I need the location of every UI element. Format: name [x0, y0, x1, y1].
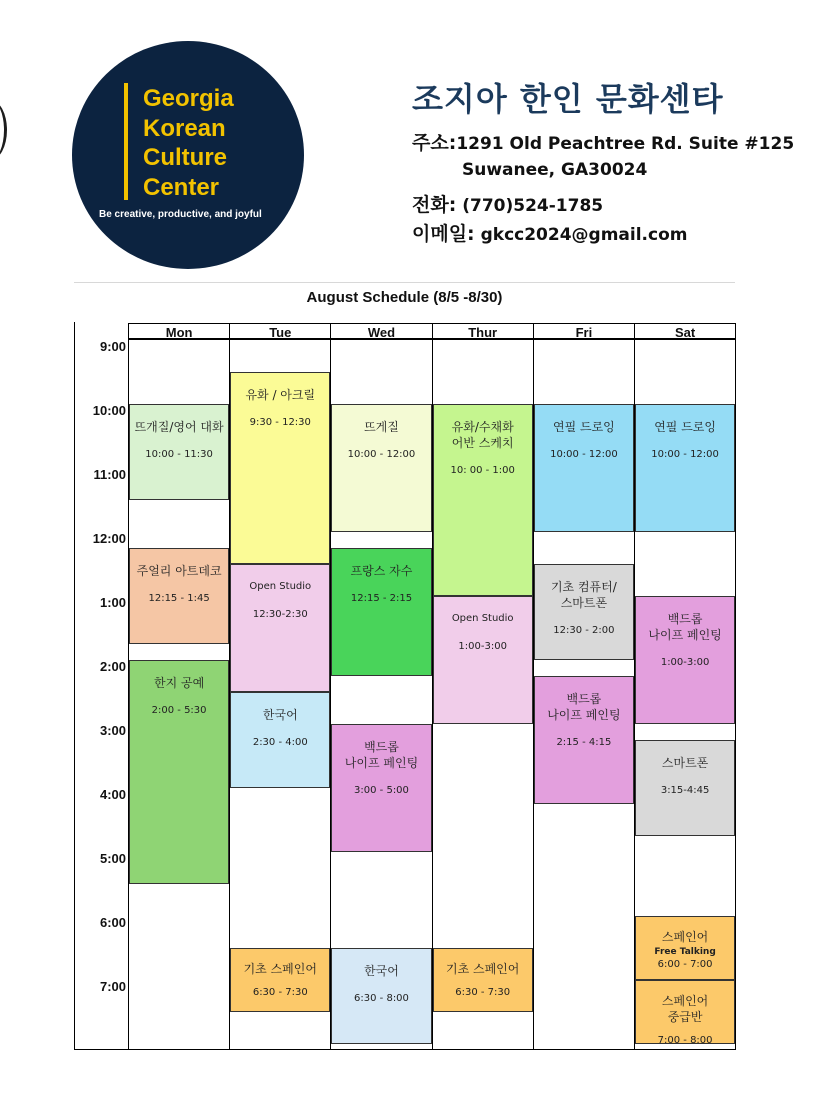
class-time: 10:00 - 12:00	[651, 449, 719, 460]
class-block[interactable]	[635, 980, 735, 1044]
class-block[interactable]	[230, 692, 330, 788]
class-time: 9:30 - 12:30	[249, 417, 311, 428]
decorative-arc	[0, 100, 7, 160]
class-time: 6:00 - 7:00	[657, 959, 713, 970]
class-name: 기초 스페인어	[446, 962, 520, 976]
class-block[interactable]	[635, 916, 735, 980]
address-line	[412, 128, 794, 155]
class-name: 한국어	[364, 964, 399, 978]
class-block[interactable]	[331, 948, 431, 1044]
class-time: 7:00 - 8:00	[657, 1035, 713, 1046]
email-line	[412, 219, 687, 246]
class-time: 12:30-2:30	[252, 609, 308, 620]
class-name: 유화/수채화 어반 스케치	[451, 420, 514, 450]
class-name: 연필 드로잉	[553, 420, 615, 434]
class-block[interactable]	[230, 564, 330, 692]
class-block[interactable]	[534, 676, 634, 804]
time-label: 2:00	[99, 659, 126, 674]
class-time: 12:15 - 2:15	[350, 593, 413, 604]
class-subtitle: Free Talking	[654, 947, 716, 957]
address-line2: Suwanee, GA30024	[462, 160, 648, 180]
logo-name: Georgia Korean Culture Center	[143, 85, 234, 201]
class-block[interactable]	[331, 548, 431, 676]
class-time: 2:15 - 4:15	[556, 737, 612, 748]
class-name: 한국어	[262, 708, 298, 722]
day-header-tue: Tue	[229, 323, 331, 340]
class-name: 연필 드로잉	[654, 420, 716, 434]
class-time: 2:00 - 5:30	[151, 705, 207, 716]
class-name: 뜨개질/영어 대화	[134, 420, 224, 434]
day-header-wed: Wed	[330, 323, 432, 340]
class-block[interactable]	[230, 372, 330, 564]
class-name: 스마트폰	[661, 756, 709, 770]
class-time: 3:00 - 5:00	[354, 785, 409, 796]
class-block[interactable]	[433, 596, 533, 724]
class-name: 스페인어 중급반	[661, 994, 709, 1024]
phone-line	[412, 190, 603, 217]
class-block[interactable]	[331, 404, 431, 532]
class-block[interactable]	[129, 548, 229, 644]
address-line1: 1291 Old Peachtree Rd. Suite #125	[456, 134, 795, 154]
class-block[interactable]	[433, 948, 533, 1012]
class-name: Open Studio	[451, 613, 514, 624]
logo-tagline: Be creative, productive, and joyful	[99, 209, 262, 220]
class-name: 프랑스 자수	[350, 564, 413, 578]
time-label: 3:00	[99, 723, 126, 738]
time-label: 7:00	[99, 979, 126, 994]
schedule-title: August Schedule (8/5 -8/30)	[74, 282, 735, 323]
class-time: 6:30 - 7:30	[252, 987, 308, 998]
phone-label: 전화:	[412, 194, 457, 216]
time-label: 6:00	[99, 915, 126, 930]
class-name: Open Studio	[249, 581, 312, 592]
class-name: 스페인어	[661, 930, 709, 944]
class-name: 기초 컴퓨터/ 스마트폰	[550, 580, 617, 610]
class-block[interactable]	[635, 596, 735, 724]
class-block[interactable]	[635, 404, 735, 532]
class-block[interactable]	[129, 660, 229, 884]
class-block[interactable]	[331, 724, 431, 852]
class-time: 1:00-3:00	[660, 657, 710, 668]
class-name: 뜨게질	[364, 420, 399, 434]
class-name: 백드롭 나이프 페인팅	[344, 740, 419, 770]
class-name: 백드롭 나이프 페인팅	[547, 692, 621, 722]
phone-number: (770)524-1785	[462, 196, 604, 216]
time-label: 12:00	[92, 531, 126, 546]
day-header-mon: Mon	[128, 323, 230, 340]
class-time: 6:30 - 8:00	[354, 993, 409, 1004]
day-header-thur: Thur	[432, 323, 534, 340]
class-name: 백드롭 나이프 페인팅	[648, 612, 722, 642]
class-time: 10:00 - 11:30	[145, 449, 213, 460]
class-time: 6:30 - 7:30	[455, 987, 511, 998]
class-time: 3:15-4:45	[660, 785, 710, 796]
time-label: 10:00	[92, 403, 126, 418]
class-time: 12:15 - 1:45	[148, 593, 210, 604]
class-time: 10: 00 - 1:00	[450, 465, 515, 476]
class-block[interactable]	[230, 948, 330, 1012]
email-address: gkcc2024@gmail.com	[480, 225, 688, 245]
class-block[interactable]	[534, 564, 634, 660]
schedule-table	[74, 282, 735, 1050]
day-header-fri: Fri	[533, 323, 635, 340]
day-header-sat: Sat	[634, 323, 736, 340]
class-block[interactable]	[433, 404, 533, 596]
address-label: 주소:	[412, 132, 457, 154]
org-title: 조지아 한인 문화센타	[412, 80, 724, 118]
class-block[interactable]	[635, 740, 735, 836]
class-time: 1:00-3:00	[458, 641, 507, 652]
class-name: 주얼리 아트데코	[136, 564, 222, 578]
time-label: 5:00	[99, 851, 126, 866]
class-time: 12:30 - 2:00	[553, 625, 615, 636]
logo-accent-bar	[124, 83, 128, 200]
time-label: 9:00	[99, 339, 126, 354]
class-time: 2:30 - 4:00	[252, 737, 308, 748]
class-name: 기초 스페인어	[243, 962, 317, 976]
class-time: 10:00 - 12:00	[550, 449, 618, 460]
class-block[interactable]	[534, 404, 634, 532]
class-time: 10:00 - 12:00	[347, 449, 416, 460]
table-left-border	[74, 322, 75, 1050]
email-label: 이메일:	[412, 223, 475, 245]
class-block[interactable]	[129, 404, 229, 500]
class-name: 한지 공예	[154, 676, 205, 690]
time-label: 4:00	[99, 787, 126, 802]
time-label: 1:00	[99, 595, 126, 610]
class-name: 유화 / 아크릴	[245, 388, 316, 402]
time-label: 11:00	[93, 467, 126, 482]
